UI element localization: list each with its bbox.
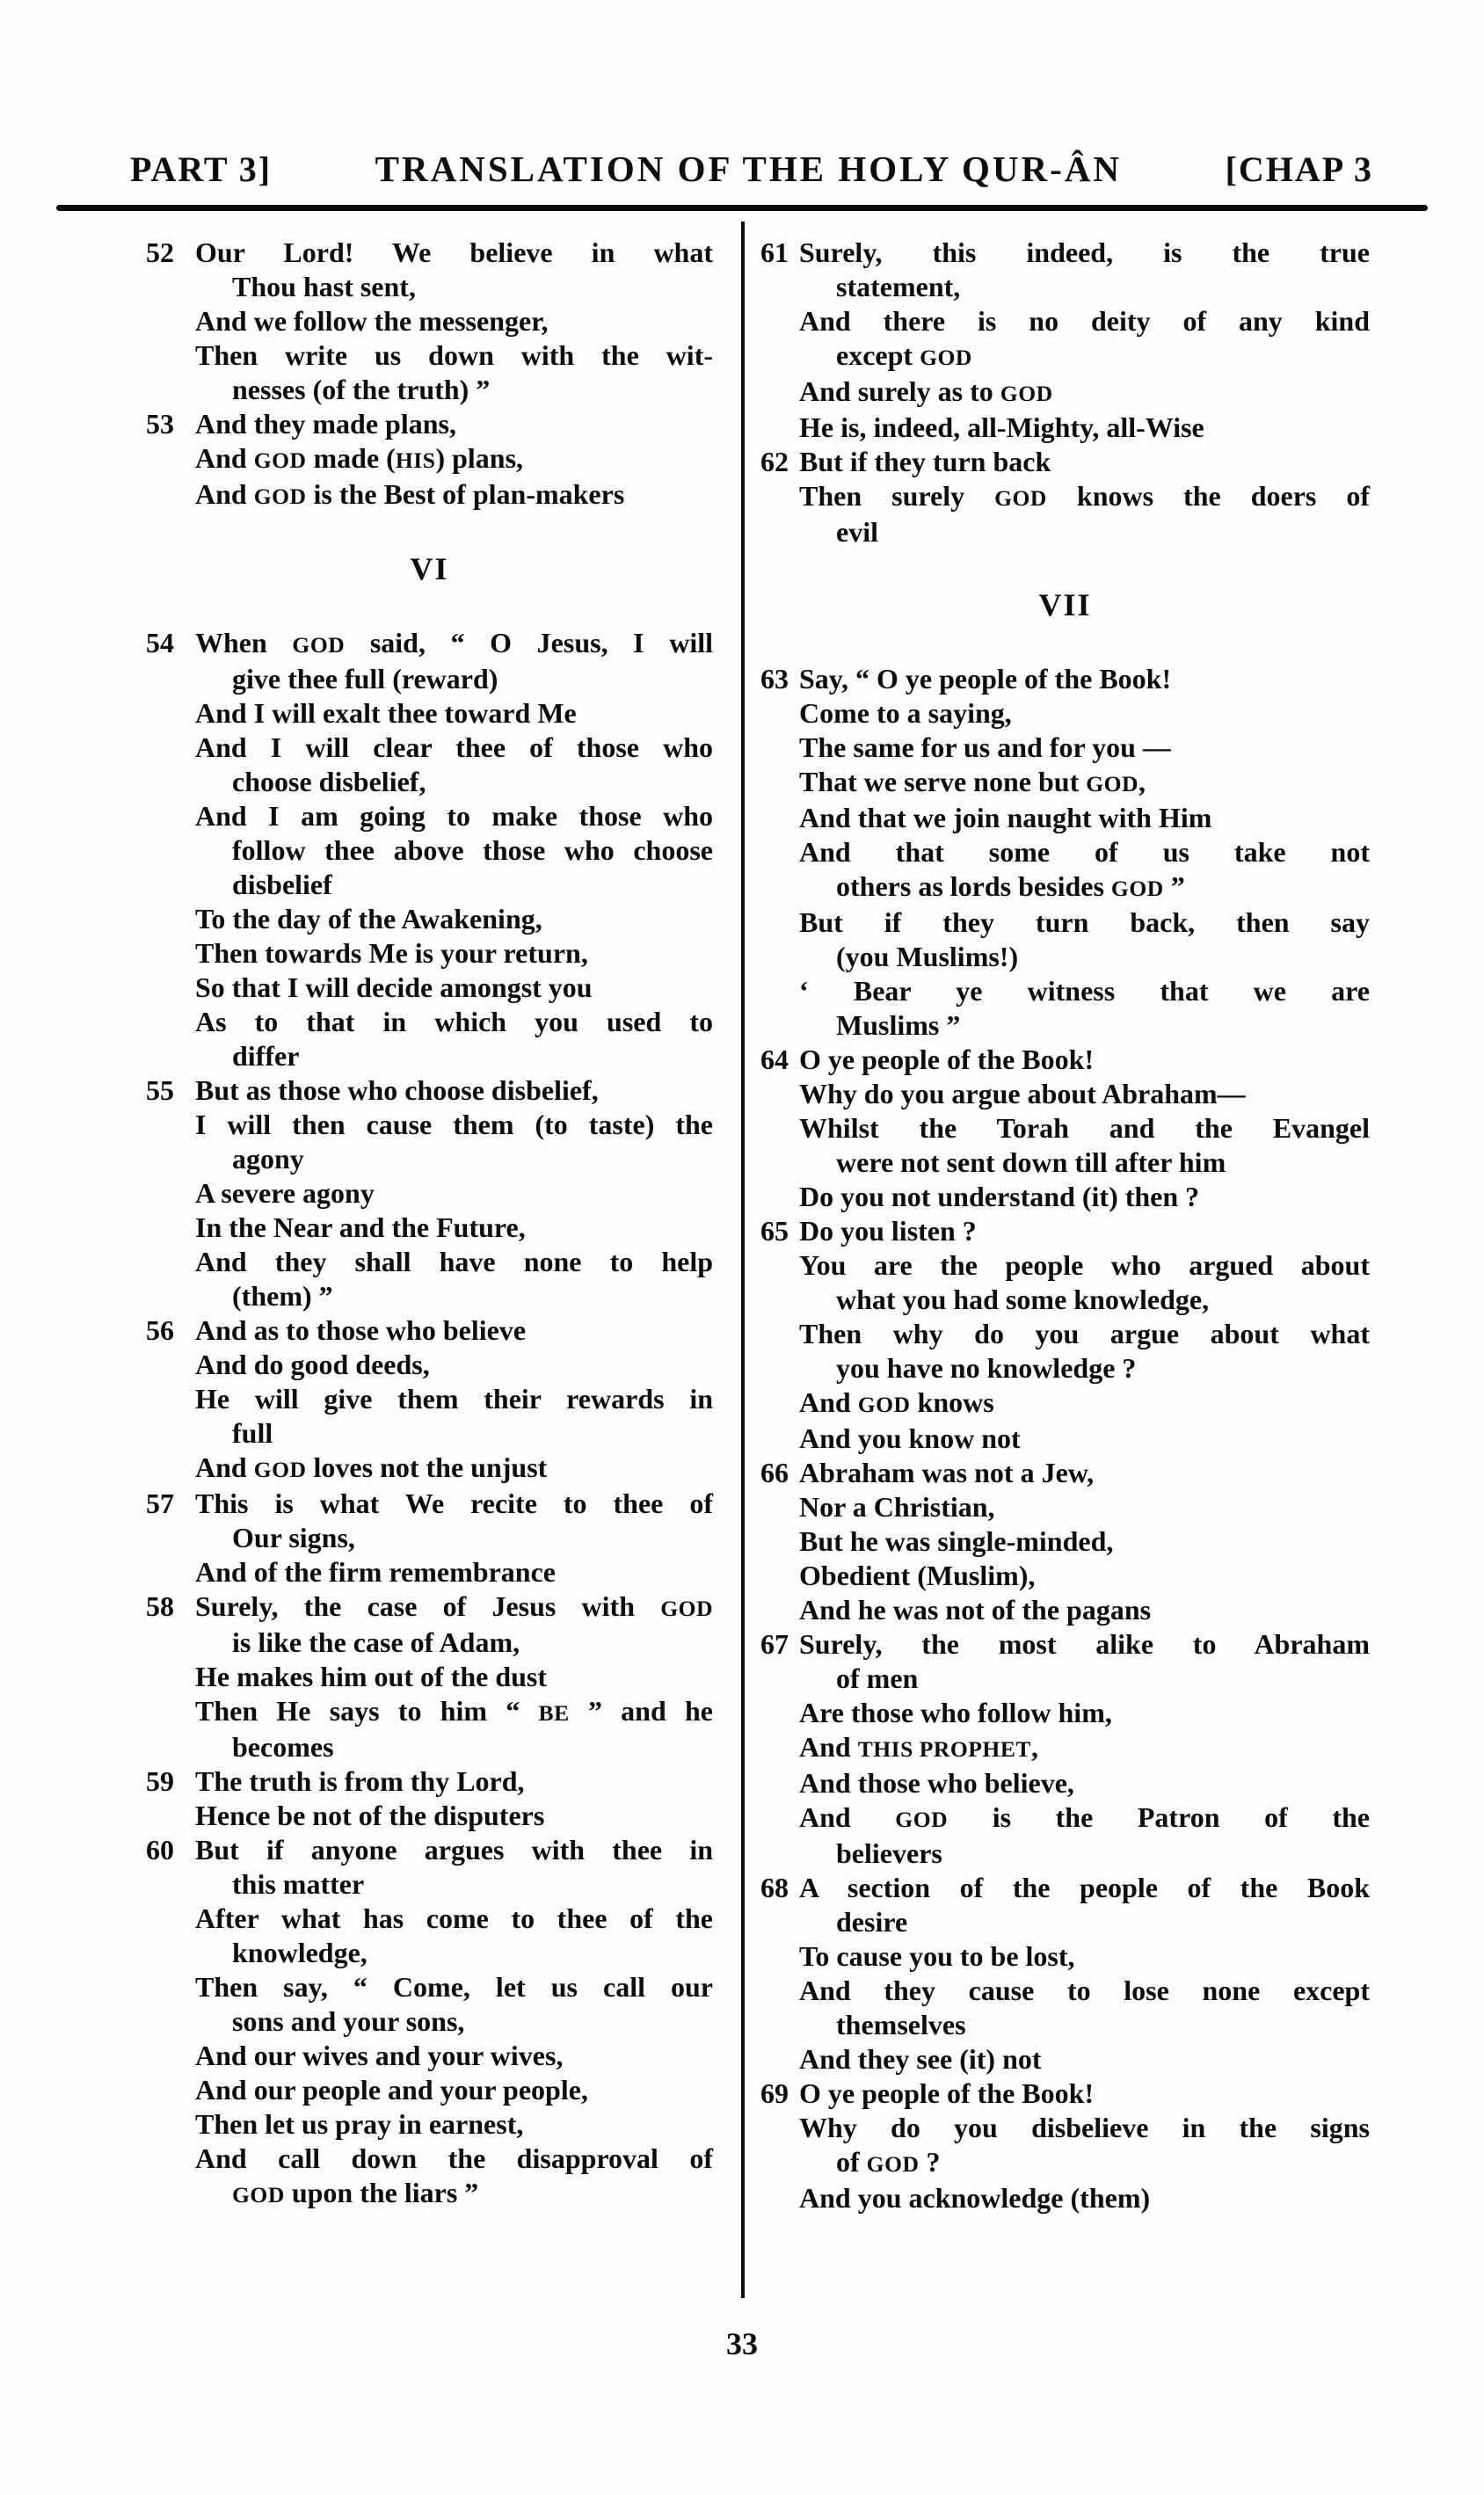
verse-line-text: Thou hast sent, <box>232 271 416 302</box>
verse-line-text: But if they turn back <box>799 446 1051 477</box>
verse-line-text: Come to a saying, <box>799 697 1012 729</box>
verse-line-text: Then let us pray in earnest, <box>195 2108 524 2140</box>
verse-line-text: Nor a Christian, <box>799 1491 995 1523</box>
verse-line <box>799 515 1370 549</box>
verse-number: 59 <box>146 1765 174 1797</box>
verse-line <box>195 1451 713 1487</box>
verse-line <box>799 1422 1370 1456</box>
verse-line-text: And call down the disapproval of <box>195 2142 713 2174</box>
verse-line-text: And that we join naught with Him <box>799 802 1212 833</box>
verse <box>146 626 714 1073</box>
verse-line-text: And GOD is the Best of plan-makers <box>195 478 625 510</box>
verse-line <box>195 1416 713 1451</box>
verse-line-text: And our people and your people, <box>195 2074 588 2106</box>
verse-line <box>799 1043 1370 1077</box>
verse-line <box>799 940 1370 974</box>
verse-line <box>799 2042 1370 2077</box>
verse-line-text: When GOD said, “ O Jesus, I will <box>195 627 714 658</box>
verse-line-text: And we follow the messenger, <box>195 305 549 337</box>
verse-line-text: And he was not of the pagans <box>799 1594 1152 1626</box>
verse-line <box>799 1008 1370 1043</box>
verse-line <box>195 1487 713 1521</box>
verse-line-text: ‘ Bear ye witness that we are <box>799 975 1370 1007</box>
verse-line-text: disbelief <box>232 869 332 900</box>
verse-line <box>195 1521 713 1555</box>
verse-line <box>799 375 1370 411</box>
verse-line-text: But if they turn back, then say <box>799 906 1370 938</box>
verse-line-text: of men <box>836 1662 919 1694</box>
verse <box>760 2077 1370 2215</box>
verse-line <box>195 1348 713 1382</box>
verse <box>146 1833 713 2212</box>
verse-line <box>799 906 1370 940</box>
verse-line <box>195 441 713 477</box>
verse-number: 62 <box>760 446 789 477</box>
verse-line <box>195 338 713 373</box>
small-caps-word: GOD <box>1086 771 1139 797</box>
verse-line-text: The same for us and for you — <box>799 731 1171 763</box>
verse-line <box>195 765 713 799</box>
verse-line <box>799 1837 1370 1871</box>
verse-line <box>195 696 713 731</box>
verse-line <box>195 1799 713 1833</box>
verse-number: 53 <box>146 408 174 440</box>
verse-line-text: believers <box>836 1837 942 1869</box>
header-chapter-label: [CHAP 3 <box>1225 149 1373 189</box>
verse-line-text: differ <box>232 1040 300 1072</box>
verse-line <box>195 833 713 868</box>
verse-line <box>195 2039 713 2073</box>
verse-line <box>195 1039 713 1073</box>
verse-line-text: In the Near and the Future, <box>195 1211 526 1243</box>
verse-line <box>195 1764 713 1799</box>
verse-line-text: But he was single-minded, <box>799 1525 1114 1557</box>
header-part-label: PART 3] <box>130 149 273 189</box>
small-caps-word: GOD <box>920 345 972 370</box>
verse-line-text: And they see (it) not <box>799 2043 1042 2075</box>
verse-line-text: After what has come to thee of the <box>195 1902 713 1934</box>
verse-line <box>799 869 1370 906</box>
verse-line <box>195 1902 713 1936</box>
verse-line <box>799 1905 1370 1939</box>
verse-line <box>799 1662 1370 1696</box>
verse-line <box>799 1351 1370 1386</box>
verse-line-text: Then why do you argue about what <box>799 1318 1370 1349</box>
header-title: TRANSLATION OF THE HOLY QUR-ÂN <box>375 149 1123 189</box>
verse-line-text: And they made plans, <box>195 408 456 440</box>
small-caps-word: BE <box>538 1700 570 1726</box>
small-caps-word: HIS <box>395 447 436 473</box>
verse-line-text: He makes him out of the dust <box>195 1661 548 1692</box>
verse-line-text: A section of the people of the Book <box>799 1872 1370 1903</box>
verse-number: 58 <box>146 1590 174 1622</box>
verse <box>760 1871 1370 2077</box>
verse-line-text: But if anyone argues with thee in <box>195 1834 713 1866</box>
verse-line-text: (you Muslims!) <box>836 941 1019 972</box>
verse-line <box>799 1593 1370 1627</box>
verse-line <box>195 731 713 765</box>
verse-line-text: except GOD <box>836 339 972 371</box>
verse-line-text: This is what We recite to thee of <box>195 1488 713 1519</box>
verse-line <box>195 1970 713 2004</box>
verse-line-text: I will then cause them (to taste) the <box>195 1109 713 1140</box>
verse-line-text: Then say, “ Come, let us call our <box>195 1971 713 2003</box>
small-caps-word: GOD <box>292 632 346 658</box>
verse-line <box>799 731 1370 765</box>
verse-line <box>195 902 713 936</box>
verse-line-text: follow thee above those who choose <box>232 834 713 866</box>
verse-line <box>799 1248 1370 1283</box>
verse-line-text: Surely, the most alike to Abraham <box>799 1628 1370 1660</box>
verse-line-text: And GOD knows <box>799 1386 994 1418</box>
verse-line <box>799 2145 1370 2181</box>
verse-line-text: Then surely GOD knows the doers of <box>799 480 1370 512</box>
verse-line <box>799 1696 1370 1730</box>
verse-line <box>799 801 1370 835</box>
verse-line-text: And there is no deity of any kind <box>799 305 1370 337</box>
verse-line-text: A severe agony <box>195 1177 375 1209</box>
verse-line <box>195 1936 713 1970</box>
verse-line <box>195 1660 713 1694</box>
verse <box>146 1313 713 1487</box>
verse-number: 54 <box>146 627 174 658</box>
verse-line <box>195 1382 713 1416</box>
small-caps-word: GOD <box>253 484 307 509</box>
verse-line-text: Abraham was not a Jew, <box>799 1457 1095 1488</box>
page-number: 33 <box>726 2326 758 2361</box>
verse <box>760 236 1370 445</box>
verse-line-text: That we serve none but GOD, <box>799 766 1146 797</box>
verse <box>146 236 713 407</box>
verse <box>146 1073 713 1313</box>
verse-line-text: Do you listen ? <box>799 1215 977 1247</box>
verse <box>760 1627 1371 1871</box>
verse-line-text: others as lords besides GOD ” <box>836 870 1185 902</box>
verse-line-text: To cause you to be lost, <box>799 1940 1075 1972</box>
verse-line <box>195 373 713 407</box>
verse-line-text: agony <box>232 1143 304 1175</box>
verse-line <box>799 1490 1370 1524</box>
verse-line-text: And of the firm remembrance <box>195 1556 556 1588</box>
verse-line <box>799 1456 1370 1490</box>
verse-line <box>799 1766 1370 1800</box>
verse-line-text: And GOD is the Patron of the <box>799 1801 1371 1833</box>
verse-line-text: And they shall have none to help <box>195 1246 713 1277</box>
verse-line <box>195 1589 713 1626</box>
small-caps-word: GOD <box>253 1457 307 1482</box>
verse-line <box>195 1833 713 1867</box>
verse-line <box>799 1180 1370 1214</box>
verse-line <box>195 2073 713 2107</box>
verse-line-text: And as to those who believe <box>195 1314 527 1346</box>
verse-line-text: give thee full (reward) <box>232 663 498 695</box>
verse-line <box>799 1974 1370 2008</box>
verse-line <box>195 799 713 833</box>
verse-line-text: Why do you argue about Abraham— <box>799 1078 1246 1109</box>
verse-line <box>799 411 1370 445</box>
verse <box>760 662 1370 1043</box>
verse-line <box>195 1279 713 1313</box>
verse-line <box>799 445 1370 479</box>
verse-line <box>799 1800 1370 1837</box>
verse-line-text: And GOD made (HIS) plans, <box>195 442 524 474</box>
left-column <box>0 236 743 2212</box>
small-caps-word: GOD <box>232 2182 285 2208</box>
verse-line <box>195 1555 713 1589</box>
verse-line <box>195 407 713 441</box>
verse-line-text: Muslims ” <box>836 1009 961 1041</box>
verse-line-text: is like the case of Adam, <box>232 1626 520 1658</box>
verse-line <box>195 1867 713 1902</box>
verse-line-text: You are the people who argued about <box>799 1249 1370 1281</box>
verse-line-text: He is, indeed, all-Mighty, all-Wise <box>799 411 1204 443</box>
verse-number: 56 <box>146 1314 174 1346</box>
verse-line <box>195 304 713 338</box>
verse-line <box>195 270 713 304</box>
verse-line-text: nesses (of the truth) ” <box>232 374 491 405</box>
verse-line-text: And our wives and your wives, <box>195 2040 564 2071</box>
verse-line <box>799 2181 1370 2215</box>
small-caps-word: GOD <box>253 447 307 473</box>
verse-line <box>195 662 713 696</box>
verse-number: 60 <box>146 1834 174 1866</box>
verse-line <box>799 662 1370 696</box>
verse-line <box>799 1146 1370 1180</box>
verse-line-text: And those who believe, <box>799 1767 1074 1799</box>
verse-number: 64 <box>760 1044 789 1075</box>
verse-line-text: full <box>232 1417 273 1449</box>
small-caps-word: GOD <box>660 1596 713 1621</box>
verse-line <box>195 1176 713 1211</box>
verse-line <box>799 304 1370 338</box>
verse-line-text: As to that in which you used to <box>195 1006 713 1037</box>
verse-line-text: were not sent down till after him <box>836 1146 1226 1178</box>
verse-number: 61 <box>760 236 789 268</box>
verse-line <box>799 2111 1370 2145</box>
verse-line-text: of GOD ? <box>836 2146 941 2178</box>
verse-line <box>799 1283 1370 1317</box>
verse-line-text: Then He says to him “ BE ” and he <box>195 1695 713 1727</box>
verse-line-text: Then towards Me is your return, <box>195 937 588 969</box>
verse-line <box>195 2107 713 2142</box>
verse-line <box>799 835 1370 869</box>
verse <box>760 1214 1370 1456</box>
header-rule <box>56 205 1428 211</box>
section-heading: VI <box>410 551 449 586</box>
verse-line-text: this matter <box>232 1868 365 1900</box>
verse-line-text: (them) ” <box>232 1280 333 1312</box>
verse-line-text: Surely, the case of Jesus with GOD <box>195 1590 713 1622</box>
verse-line <box>799 974 1370 1008</box>
verse-line <box>799 1730 1370 1766</box>
verse-line-text: He will give them their rewards in <box>195 1383 713 1415</box>
verse-line-text: evil <box>836 516 878 548</box>
verse-line <box>799 2008 1370 2042</box>
verse-number: 57 <box>146 1488 174 1519</box>
right-column <box>743 236 1484 2215</box>
small-caps-word: THIS PROPHET <box>857 1736 1031 1762</box>
verse-line-text: Hence be not of the disputers <box>195 1800 545 1831</box>
verse-line-text: desire <box>836 1906 908 1938</box>
verse-line <box>195 236 713 270</box>
verse-line <box>799 696 1370 731</box>
verse-number: 65 <box>760 1215 789 1247</box>
verse-line-text: choose disbelief, <box>232 766 426 797</box>
verse-line-text: And you acknowledge (them) <box>799 2182 1151 2214</box>
verse-line-text: And THIS PROPHET, <box>799 1731 1038 1763</box>
verse-line-text: O ye people of the Book! <box>799 2077 1095 2109</box>
verse-line-text: Our signs, <box>232 1522 355 1553</box>
verse-line-text: And I will exalt thee toward Me <box>195 697 577 729</box>
verse-line <box>799 1627 1370 1662</box>
verse-line-text: And I will clear thee of those who <box>195 731 713 763</box>
verse-line <box>799 270 1370 304</box>
verse-line-text: Our Lord! We believe in what <box>195 236 713 268</box>
verse-line <box>195 477 713 513</box>
verse-line-text: becomes <box>232 1731 334 1763</box>
verse-number: 63 <box>760 663 789 695</box>
verse-line <box>799 338 1370 375</box>
verse <box>760 1043 1370 1214</box>
verse-number: 66 <box>760 1457 789 1488</box>
verse-number: 69 <box>760 2077 789 2109</box>
small-caps-word: GOD <box>857 1392 911 1417</box>
verse-line-text: Why do you disbelieve in the signs <box>799 2112 1370 2143</box>
verse-line <box>799 2077 1370 2111</box>
verse-line <box>799 1939 1370 1974</box>
verse-line <box>195 936 713 971</box>
verse-line-text: Whilst the Torah and the Evangel <box>799 1112 1370 1144</box>
verse-line-text: And you know not <box>799 1422 1021 1454</box>
small-caps-word: GOD <box>994 485 1047 511</box>
verse-line <box>799 765 1370 801</box>
verse-line-text: And they cause to lose none except <box>799 1975 1370 2006</box>
verse-line-text: GOD upon the liars ” <box>232 2177 479 2208</box>
verse <box>146 407 713 513</box>
verse-line-text: Surely, this indeed, is the true <box>799 236 1370 268</box>
verse-line-text: The truth is from thy Lord, <box>195 1765 525 1797</box>
verse-line-text: O ye people of the Book! <box>799 1044 1095 1075</box>
verse-line-text: And that some of us take not <box>799 836 1370 868</box>
verse-line-text: sons and your sons, <box>232 2005 465 2037</box>
small-caps-word: GOD <box>1000 381 1053 406</box>
verse-number: 55 <box>146 1074 174 1106</box>
verse-number: 68 <box>760 1872 789 1903</box>
verse-line-text: Obedient (Muslim), <box>799 1560 1036 1591</box>
text-columns <box>0 236 1484 2215</box>
verse-line <box>799 236 1370 270</box>
verse-line-text: And do good deeds, <box>195 1349 430 1380</box>
verse-line <box>195 1313 713 1348</box>
verse-line <box>799 1317 1370 1351</box>
verse-line-text: To the day of the Awakening, <box>195 903 542 935</box>
verse-line <box>195 2176 713 2212</box>
verse-line-text: you have no knowledge ? <box>836 1352 1137 1384</box>
verse-line-text: Then write us down with the wit- <box>195 339 713 371</box>
verse-line <box>799 479 1370 515</box>
verse-line-text: Say, “ O ye people of the Book! <box>799 663 1172 695</box>
verse-line-text: themselves <box>836 2009 966 2040</box>
verse-line-text: But as those who choose disbelief, <box>195 1074 599 1106</box>
verse-line-text: And GOD loves not the unjust <box>195 1451 548 1483</box>
verse-number: 67 <box>760 1628 789 1660</box>
verse-line-text: So that I will decide amongst you <box>195 971 593 1003</box>
verse-line <box>195 2142 713 2176</box>
verse-line <box>799 1386 1370 1422</box>
verse-line-text: And I am going to make those who <box>195 800 713 832</box>
verse-line <box>195 1108 713 1142</box>
verse-line <box>195 1694 713 1730</box>
verse <box>760 445 1370 549</box>
verse-line-text: what you had some knowledge, <box>836 1284 1210 1315</box>
verse <box>146 1589 713 1764</box>
verse <box>146 1487 713 1589</box>
verse-line <box>195 971 713 1005</box>
small-caps-word: GOD <box>1110 876 1164 901</box>
verse-line <box>195 868 713 902</box>
verse-line <box>195 1211 713 1245</box>
verse-line <box>799 1559 1370 1593</box>
verse-line-text: statement, <box>836 271 961 302</box>
verse-line <box>799 1871 1370 1905</box>
verse-line-text: knowledge, <box>232 1937 367 1968</box>
verse-line <box>195 2004 713 2039</box>
verse-line <box>799 1077 1370 1111</box>
verse-line <box>195 1005 713 1039</box>
verse-line <box>195 1245 713 1279</box>
verse-number: 52 <box>146 236 174 268</box>
verse-line <box>195 1730 713 1764</box>
verse <box>760 1456 1370 1627</box>
verse-line-text: Are those who follow him, <box>799 1697 1112 1728</box>
verse-line <box>195 1073 713 1108</box>
verse-line-text: Do you not understand (it) then ? <box>799 1181 1200 1212</box>
verse-line <box>195 1142 713 1176</box>
verse-line-text: And surely as to GOD <box>799 375 1053 407</box>
small-caps-word: GOD <box>866 2151 920 2177</box>
page-header <box>130 148 1373 190</box>
verse-line <box>195 1626 713 1660</box>
section-heading: VII <box>1038 587 1092 622</box>
verse <box>146 1764 713 1833</box>
small-caps-word: GOD <box>895 1807 949 1832</box>
verse-line <box>799 1111 1370 1146</box>
verse-line <box>799 1524 1370 1559</box>
verse-line <box>799 1214 1370 1248</box>
verse-line <box>195 626 713 662</box>
